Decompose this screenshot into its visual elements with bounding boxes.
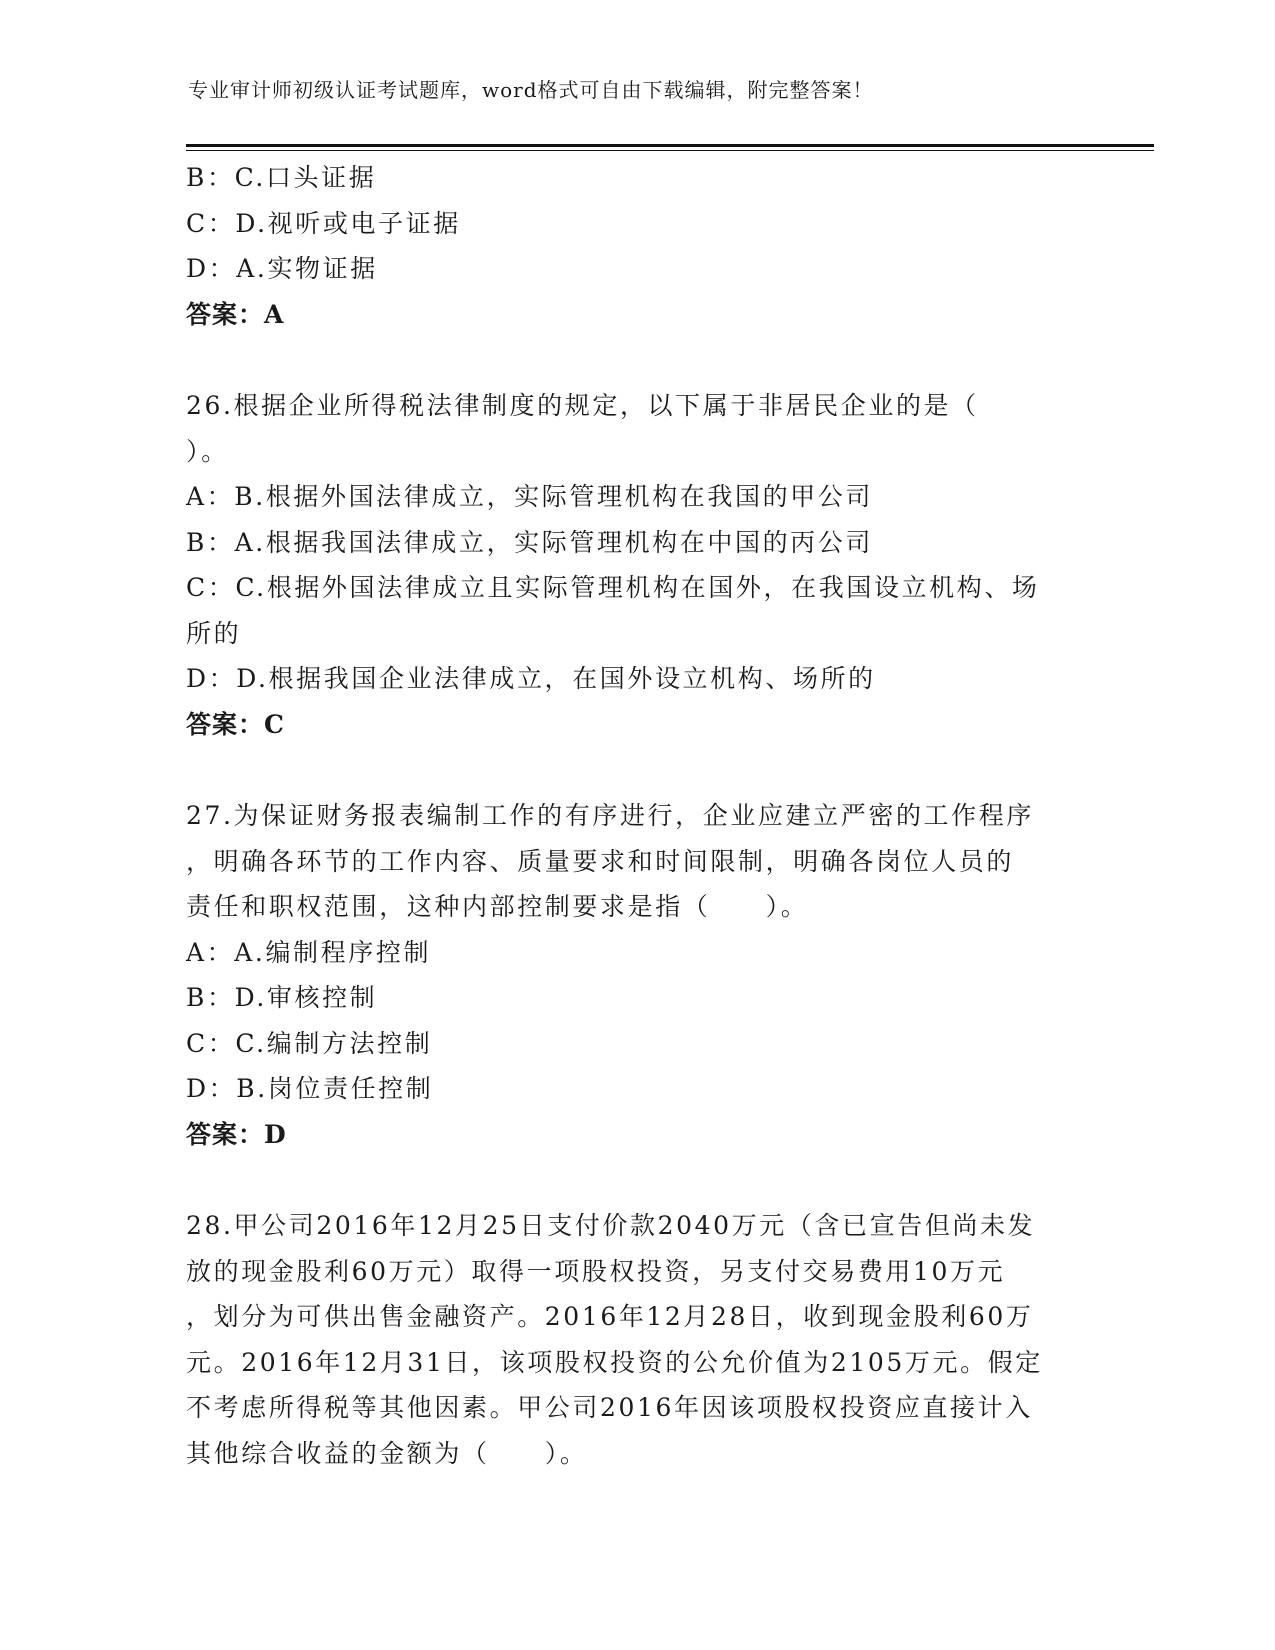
page-header: 专业审计师初级认证考试题库，word格式可自由下载编辑，附完整答案！	[188, 78, 874, 102]
option-b: B：A.根据我国法律成立，实际管理机构在中国的丙公司	[186, 527, 873, 557]
spacer	[186, 1157, 1086, 1203]
option-c: C：C.编制方法控制	[186, 1028, 433, 1058]
answer: 答案：A	[186, 299, 285, 329]
option-d: D：B.岗位责任控制	[186, 1074, 434, 1103]
question-26-line: 26.根据企业所得税法律制度的规定，以下属于非居民企业的是（	[186, 391, 979, 420]
spacer	[186, 337, 1086, 383]
option-d: D：A.实物证据	[186, 254, 378, 283]
question-28-line: 元。2016年12月31日，该项股权投资的公允价值为2105万元。假定	[186, 1347, 1043, 1377]
option-a: A：A.编制程序控制	[186, 937, 432, 967]
document-body	[186, 155, 1086, 1476]
question-27-line: 责任和职权范围，这种内部控制要求是指（ ）。	[186, 892, 809, 921]
question-27-line: 27.为保证财务报表编制工作的有序进行，企业应建立严密的工作程序	[186, 801, 1034, 830]
spacer	[186, 747, 1086, 793]
option-c: C：C.根据外国法律成立且实际管理机构在国外，在我国设立机构、场	[186, 573, 1040, 602]
option-c-cont: 所的	[186, 618, 242, 648]
header-rule-thick	[186, 144, 1154, 147]
option-b: B：D.审核控制	[186, 983, 378, 1012]
option-c: C：D.视听或电子证据	[186, 208, 461, 238]
question-28-line: 不考虑所得税等其他因素。甲公司2016年因该项股权投资应直接计入	[186, 1393, 1033, 1422]
question-26-line: ）。	[186, 436, 229, 466]
question-28-line: 放的现金股利60万元）取得一项股权投资，另支付交易费用10万元	[186, 1256, 1006, 1286]
header-rule-thin	[186, 150, 1154, 151]
option-a: A：B.根据外国法律成立，实际管理机构在我国的甲公司	[186, 482, 873, 511]
question-28-line: 其他综合收益的金额为（ ）。	[186, 1438, 588, 1468]
answer: 答案：C	[186, 709, 285, 739]
question-28-line: ，划分为可供出售金融资产。2016年12月28日，收到现金股利60万	[186, 1302, 1034, 1331]
option-d: D：D.根据我国企业法律成立，在国外设立机构、场所的	[186, 664, 876, 693]
option-b: B：C.口头证据	[186, 163, 377, 192]
question-27-line: ，明确各环节的工作内容、质量要求和时间限制，明确各岗位人员的	[186, 846, 1015, 876]
answer: 答案：D	[186, 1119, 287, 1149]
question-28-line: 28.甲公司2016年12月25日支付价款2040万元（含已宣告但尚未发	[186, 1211, 1036, 1240]
